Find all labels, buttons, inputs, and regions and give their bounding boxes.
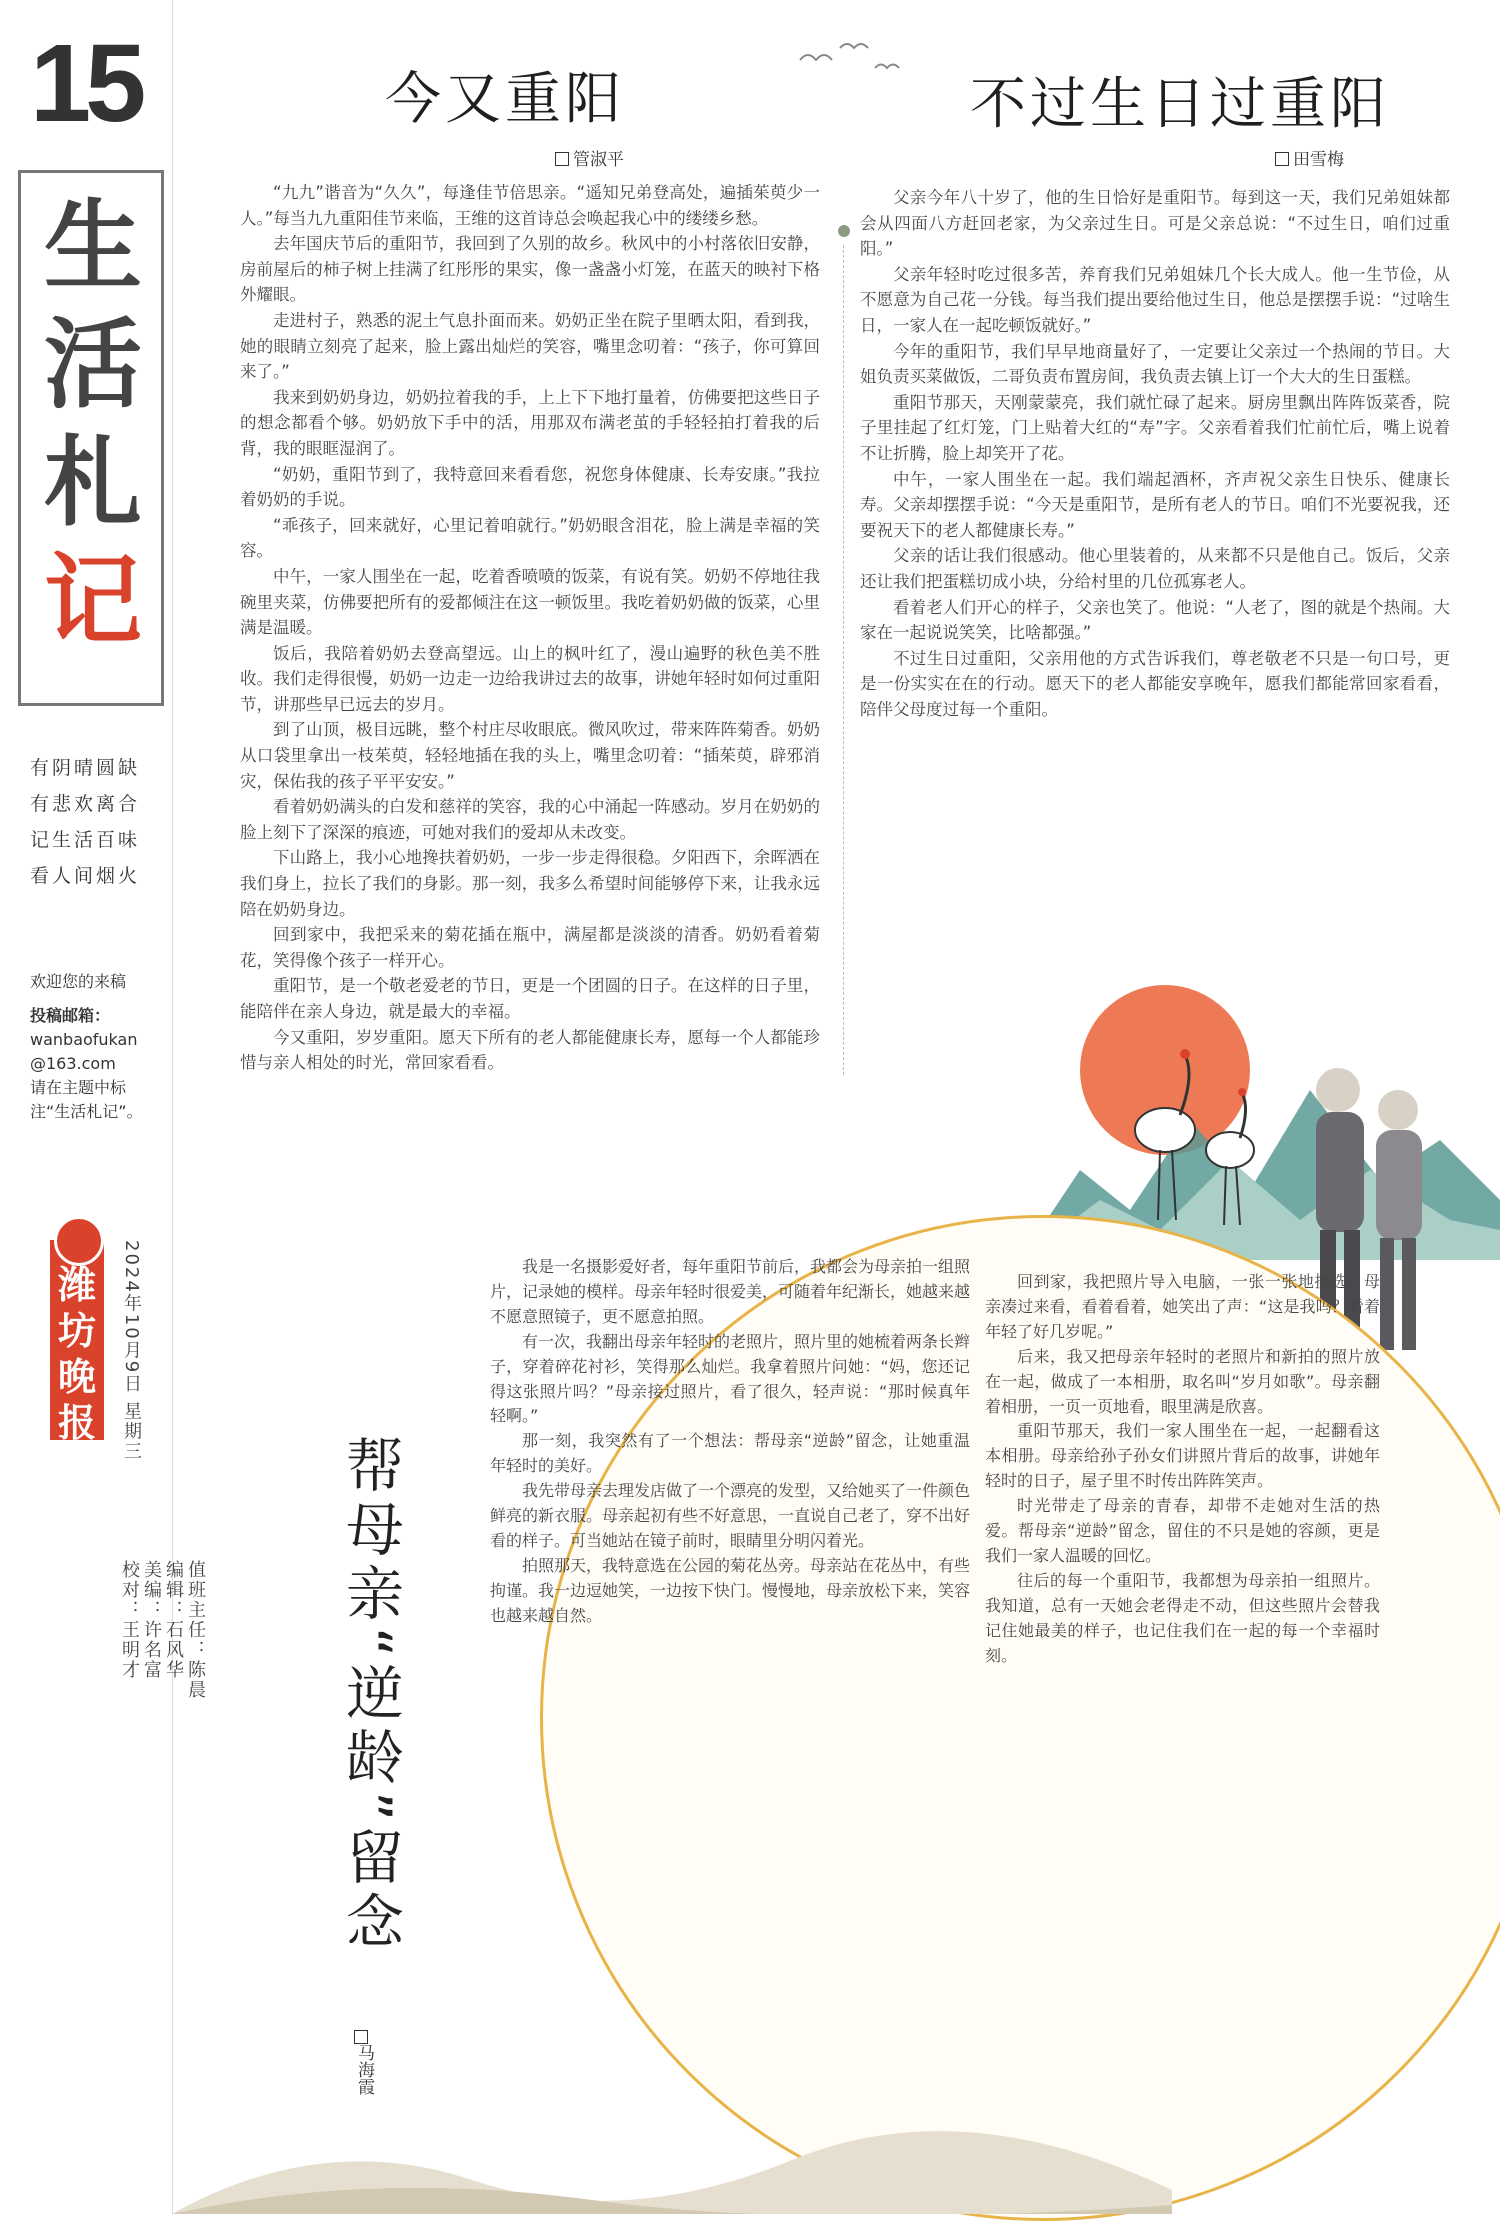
credit-line: 校对：王明才 bbox=[119, 1560, 140, 1680]
paragraph: 父亲年轻时吃过很多苦，养育我们兄弟姐妹几个长大成人。他一生节俭，从不愿意为自己花一分钱。每当我们提出要给他过生日，他总是摆摆手说：“过啥生日，一家人在一起吃顿饭就好。” bbox=[860, 264, 1450, 335]
paragraph: 父亲今年八十岁了，他的生日恰好是重阳节。每到这一天，我们兄弟姐妹都会从四面八方赶回老家，为父亲过生日。可是父亲总说：“不过生日，咱们过重阳。” bbox=[860, 188, 1450, 259]
credit-line: 美编：许名富 bbox=[141, 1560, 162, 1680]
article-2-author bbox=[1275, 145, 1344, 170]
newspaper-logo: 潍坊晚报 bbox=[57, 1262, 96, 1445]
submit-label: 投稿邮箱： bbox=[30, 1006, 111, 1025]
paragraph: 往后的每一个重阳节，我都想为母亲拍一组照片。我知道，总有一天她会老得走不动，但这些照片会替我记住她最美的样子，也记住我们在一起的每一个幸福时刻。 bbox=[985, 1570, 1380, 1665]
credit-line: 编辑：石风华 bbox=[163, 1560, 184, 1680]
motto-line: 记生活百味 bbox=[30, 829, 141, 851]
motto-line: 有阴晴圆缺 bbox=[30, 757, 141, 779]
paragraph: 中午，一家人围坐在一起。我们端起酒杯，齐声祝父亲生日快乐、健康长寿。父亲却摆摆手说：“今天是重阳节，是所有老人的节日。咱们不光要祝我，还要祝天下的老人都健康长寿。” bbox=[860, 469, 1450, 540]
column-title-char-2: 活 bbox=[43, 307, 142, 422]
paragraph: 走进村子，熟悉的泥土气息扑面而来。奶奶正坐在院子里晒太阳，看到我，她的眼睛立刻亮了起来，脸上露出灿烂的笑容，嘴里念叨着：“孩子，你可算回来了。” bbox=[240, 310, 820, 382]
motto-line: 有悲欢离合 bbox=[30, 793, 141, 815]
article-1-title: 今又重阳 bbox=[385, 67, 625, 132]
paragraph: 去年国庆节后的重阳节，我回到了久别的故乡。秋风中的小村落依旧安静，房前屋后的柿子树上挂满了红彤彤的果实，像一盏盏小灯笼，在蓝天的映衬下格外耀眼。 bbox=[240, 234, 820, 305]
paragraph: 有一次，我翻出母亲年轻时的老照片，照片里的她梳着两条长辫子，穿着碎花衬衫，笑得那么灿烂。我拿着照片问她：“妈，您还记得这张照片吗？”母亲接过照片，看了很久，轻声说：“那时候真年轻啊。” bbox=[490, 1331, 970, 1426]
column-divider-dot bbox=[838, 225, 850, 237]
article-2-title: 不过生日过重阳 bbox=[970, 72, 1390, 137]
sidebar bbox=[0, 0, 206, 2214]
author-box-icon bbox=[555, 152, 569, 166]
article-3-title: 帮母亲“逆龄”留念 bbox=[336, 1435, 404, 1956]
column-motto bbox=[30, 750, 170, 894]
paragraph: 重阳节那天，我们一家人围坐在一起，一起翻看这本相册。母亲给孙子孙女们讲照片背后的故事，讲她年轻时的日子，屋子里不时传出阵阵笑声。 bbox=[985, 1421, 1380, 1491]
author-box-icon bbox=[1275, 152, 1289, 166]
crane-icon bbox=[1120, 1040, 1270, 1230]
paragraph: “奶奶，重阳节到了，我特意回来看看您，祝您身体健康、长寿安康。”我拉着奶奶的手说。 bbox=[240, 464, 820, 510]
author-box-icon bbox=[354, 2030, 368, 2044]
logo-circle-icon bbox=[54, 1216, 104, 1266]
paragraph: 时光带走了母亲的青春，却带不走她对生活的热爱。帮母亲“逆龄”留念，留住的不只是她的容颜，更是我们一家人温暖的回忆。 bbox=[985, 1496, 1380, 1565]
paragraph: 饭后，我陪着奶奶去登高望远。山上的枫叶红了，漫山遍野的秋色美不胜收。我们走得很慢，奶奶一边走一边给我讲过去的故事，讲她年轻时如何过重阳节，讲那些早已远去的岁月。 bbox=[240, 643, 820, 714]
paragraph: 父亲的话让我们很感动。他心里装着的，从来都不只是他自己。饭后，父亲还让我们把蛋糕切成小块，分给村里的几位孤寡老人。 bbox=[860, 546, 1450, 591]
issue-date: 2024年10月9日 星期三 bbox=[121, 1240, 142, 1462]
column-title bbox=[38, 188, 148, 660]
motto-line: 看人间烟火 bbox=[30, 865, 141, 887]
author-name: 田雪梅 bbox=[1293, 150, 1344, 170]
article-3-body-right bbox=[985, 1270, 1380, 2140]
paragraph: 看着老人们开心的样子，父亲也笑了。他说：“人老了，图的就是个热闹。大家在一起说说笑笑，比啥都强。” bbox=[860, 597, 1450, 643]
article-3-author bbox=[352, 2030, 377, 2095]
paragraph: 中午，一家人围坐在一起，吃着香喷喷的饭菜，有说有笑。奶奶不停地往我碗里夹菜，仿佛要把所有的爱都倾注在这一顿饭里。我吃着奶奶做的饭菜，心里满是温暖。 bbox=[240, 566, 820, 638]
paragraph: 那一刻，我突然有了一个想法：帮母亲“逆龄”留念，让她重温年轻时的美好。 bbox=[490, 1431, 970, 1476]
paragraph: 今年的重阳节，我们早早地商量好了，一定要让父亲过一个热闹的节日。大姐负责买菜做饭，二哥负责布置房间，我负责去镇上订一个大大的生日蛋糕。 bbox=[860, 341, 1450, 387]
column-title-char-1: 生 bbox=[43, 189, 142, 304]
paragraph: 下山路上，我小心地搀扶着奶奶，一步一步走得很稳。夕阳西下，余晖洒在我们身上，拉长了我们的身影。那一刻，我多么希望时间能够停下来，让我永远陪在奶奶身边。 bbox=[240, 848, 820, 919]
column-title-char-3: 札 bbox=[43, 425, 142, 540]
author-name: 马海霞 bbox=[354, 2044, 374, 2095]
column-title-char-4: 记 bbox=[43, 543, 142, 658]
welcome-text: 欢迎您的来稿 bbox=[30, 972, 127, 991]
article-1-author bbox=[555, 145, 624, 170]
paragraph: 今又重阳，岁岁重阳。愿天下所有的老人都能健康长寿，愿每一个人都能珍惜与亲人相处的时光，常回家看看。 bbox=[240, 1027, 820, 1073]
paragraph: 回到家，我把照片导入电脑，一张一张地挑选。母亲凑过来看，看着看着，她笑出了声：“这是我吗？看着年轻了好几岁呢。” bbox=[985, 1272, 1380, 1341]
credit-line: 值班主任：陈晨 bbox=[185, 1560, 206, 1700]
paragraph: 到了山顶，极目远眺，整个村庄尽收眼底。微风吹过，带来阵阵菊香。奶奶从口袋里拿出一枝茱萸，轻轻地插在我的头上，嘴里念叨着：“插茱萸，辟邪消灾，保佑我的孩子平平安安。” bbox=[240, 720, 820, 791]
paragraph: “九九”谐音为“久久”，每逢佳节倍思亲。“遥知兄弟登高处，遍插茱萸少一人。”每当九九重阳佳节来临，王维的这首诗总会唤起我心中的缕缕乡愁。 bbox=[240, 183, 820, 228]
email-line-1[interactable]: wanbaofukan bbox=[30, 1030, 138, 1049]
paragraph: 我先带母亲去理发店做了一个漂亮的发型，又给她买了一件颜色鲜亮的新衣服。母亲起初有些不好意思，一直说自己老了，穿不出好看的样子。可当她站在镜子前时，眼睛里分明闪着光。 bbox=[490, 1481, 970, 1550]
paragraph: “乖孩子，回来就好，心里记着咱就行。”奶奶眼含泪花，脸上满是幸福的笑容。 bbox=[240, 515, 820, 561]
paragraph: 重阳节，是一个敬老爱老的节日，更是一个团圆的日子。在这样的日子里，能陪伴在亲人身边，就是最大的幸福。 bbox=[240, 976, 820, 1021]
column-divider bbox=[843, 245, 845, 1075]
paragraph: 后来，我又把母亲年轻时的老照片和新拍的照片放在一起，做成了一本相册，取名叫“岁月如歌”。母亲翻着相册，一页一页地看，眼里满是欣喜。 bbox=[985, 1346, 1380, 1416]
bottom-hills-decoration bbox=[172, 2090, 1172, 2214]
submission-note: 请在主题中标注“生活札记”。 bbox=[30, 1078, 143, 1121]
paragraph: 回到家中，我把采来的菊花插在瓶中，满屋都是淡淡的清香。奶奶看着菊花，笑得像个孩子一样开心。 bbox=[240, 925, 820, 970]
paragraph: 我是一名摄影爱好者，每年重阳节前后，我都会为母亲拍一组照片，记录她的模样。母亲年轻时很爱美，可随着年纪渐长，她越来越不愿意照镜子，更不愿意拍照。 bbox=[490, 1257, 970, 1326]
paragraph: 重阳节那天，天刚蒙蒙亮，我们就忙碌了起来。厨房里飘出阵阵饭菜香，院子里挂起了红灯笼，门上贴着大红的“寿”字。父亲看着我们忙前忙后，嘴上说着不让折腾，脸上却笑开了花。 bbox=[860, 392, 1450, 463]
submission-info bbox=[30, 970, 165, 1124]
article-1-body bbox=[240, 180, 820, 1325]
author-name: 管淑平 bbox=[573, 150, 624, 170]
paragraph: 拍照那天，我特意选在公园的菊花丛旁。母亲站在花丛中，有些拘谨。我一边逗她笑，一边按下快门。慢慢地，母亲放松下来，笑容也越来越自然。 bbox=[490, 1555, 970, 1625]
article-3-body-left bbox=[490, 1255, 970, 2155]
article-2-body bbox=[860, 185, 1450, 985]
editorial-credits bbox=[118, 1560, 206, 1700]
page-number: 15 bbox=[30, 22, 141, 145]
flying-birds-icon bbox=[790, 30, 910, 90]
paragraph: 我来到奶奶身边，奶奶拉着我的手，上上下下地打量着，仿佛要把这些日子的想念都看个够。奶奶放下手中的活，用那双布满老茧的手轻轻拍打着我的后背，我的眼眶湿润了。 bbox=[240, 387, 820, 458]
email-line-2[interactable]: @163.com bbox=[30, 1054, 116, 1073]
paragraph: 不过生日过重阳，父亲用他的方式告诉我们，尊老敬老不只是一句口号，更是一份实实在在的行动。愿天下的老人都能安享晚年，愿我们都能常回家看看，陪伴父母度过每一个重阳。 bbox=[860, 648, 1450, 719]
paragraph: 看着奶奶满头的白发和慈祥的笑容，我的心中涌起一阵感动。岁月在奶奶的脸上刻下了深深的痕迹，可她对我们的爱却从未改变。 bbox=[240, 797, 820, 842]
